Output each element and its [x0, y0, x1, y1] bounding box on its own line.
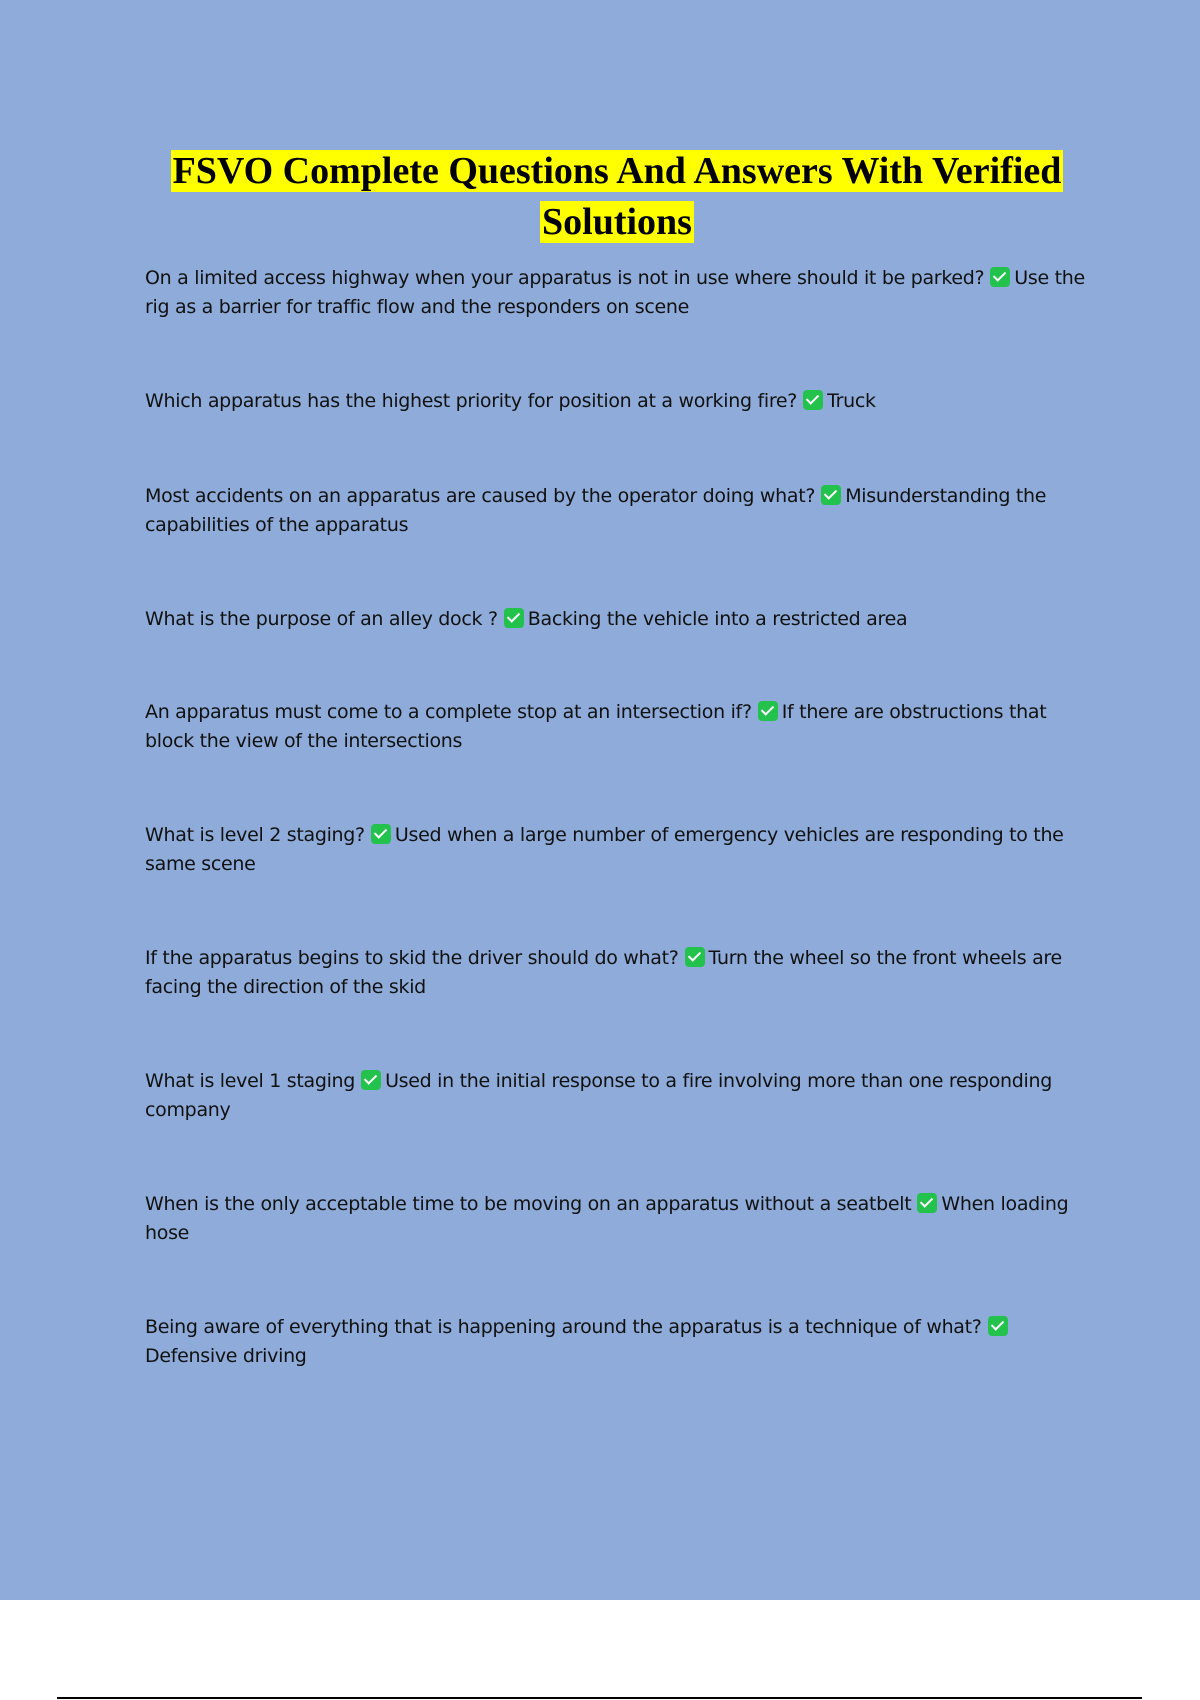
- qa-item: [145, 698, 1085, 756]
- question-text: What is the purpose of an alley dock ?: [145, 608, 498, 630]
- qa-item: [145, 821, 1085, 879]
- answer-text: Backing the vehicle into a restricted area: [527, 608, 908, 630]
- question-text: An apparatus must come to a complete stop at an intersection if?: [145, 701, 752, 723]
- answer-text: Used in the initial response to a fire involving more than one responding company: [145, 1070, 1053, 1121]
- answer-text: If there are obstructions that block the view of the intersections: [145, 701, 1047, 752]
- check-mark-icon: [758, 701, 778, 721]
- question-text: When is the only acceptable time to be moving on an apparatus without a seatbelt: [145, 1193, 912, 1215]
- check-mark-icon: [990, 267, 1010, 287]
- qa-item: [145, 605, 1085, 634]
- title-line-2: Solutions: [542, 201, 692, 243]
- qa-item: [145, 944, 1085, 1002]
- answer-text: Truck: [827, 390, 876, 412]
- question-text: What is level 1 staging: [145, 1070, 356, 1092]
- footer-divider: [57, 1697, 1142, 1699]
- title-line-1: FSVO Complete Questions And Answers With Verified: [172, 150, 1062, 192]
- answer-text: Defensive driving: [145, 1345, 307, 1367]
- question-text: What is level 2 staging?: [145, 824, 365, 846]
- question-text: On a limited access highway when your apparatus is not in use where should it be parked?: [145, 267, 985, 289]
- check-mark-icon: [988, 1316, 1008, 1336]
- question-text: Most accidents on an apparatus are caused by the operator doing what?: [145, 485, 816, 507]
- answer-text: Use the rig as a barrier for traffic flow and the responders on scene: [145, 267, 1085, 318]
- check-mark-icon: [361, 1070, 381, 1090]
- qa-item: [145, 482, 1085, 540]
- question-text: Being aware of everything that is happening around the apparatus is a technique of what?: [145, 1316, 982, 1338]
- qa-item: [145, 264, 1085, 322]
- qa-item: [145, 1313, 1085, 1371]
- answer-text: Turn the wheel so the front wheels are facing the direction of the skid: [145, 947, 1062, 998]
- check-mark-icon: [803, 390, 823, 410]
- answer-text: Used when a large number of emergency vehicles are responding to the same scene: [145, 824, 1064, 875]
- answer-text: When loading hose: [145, 1193, 1069, 1244]
- check-mark-icon: [371, 824, 391, 844]
- document-title: [145, 146, 1089, 248]
- question-text: If the apparatus begins to skid the driver should do what?: [145, 947, 679, 969]
- question-text: Which apparatus has the highest priority for position at a working fire?: [145, 390, 798, 412]
- qa-item: [145, 387, 1085, 416]
- qa-item: [145, 1067, 1085, 1125]
- qa-item: [145, 1190, 1085, 1248]
- check-mark-icon: [821, 485, 841, 505]
- answer-text: Misunderstanding the capabilities of the apparatus: [145, 485, 1047, 536]
- check-mark-icon: [917, 1193, 937, 1213]
- check-mark-icon: [504, 608, 524, 628]
- check-mark-icon: [685, 947, 705, 967]
